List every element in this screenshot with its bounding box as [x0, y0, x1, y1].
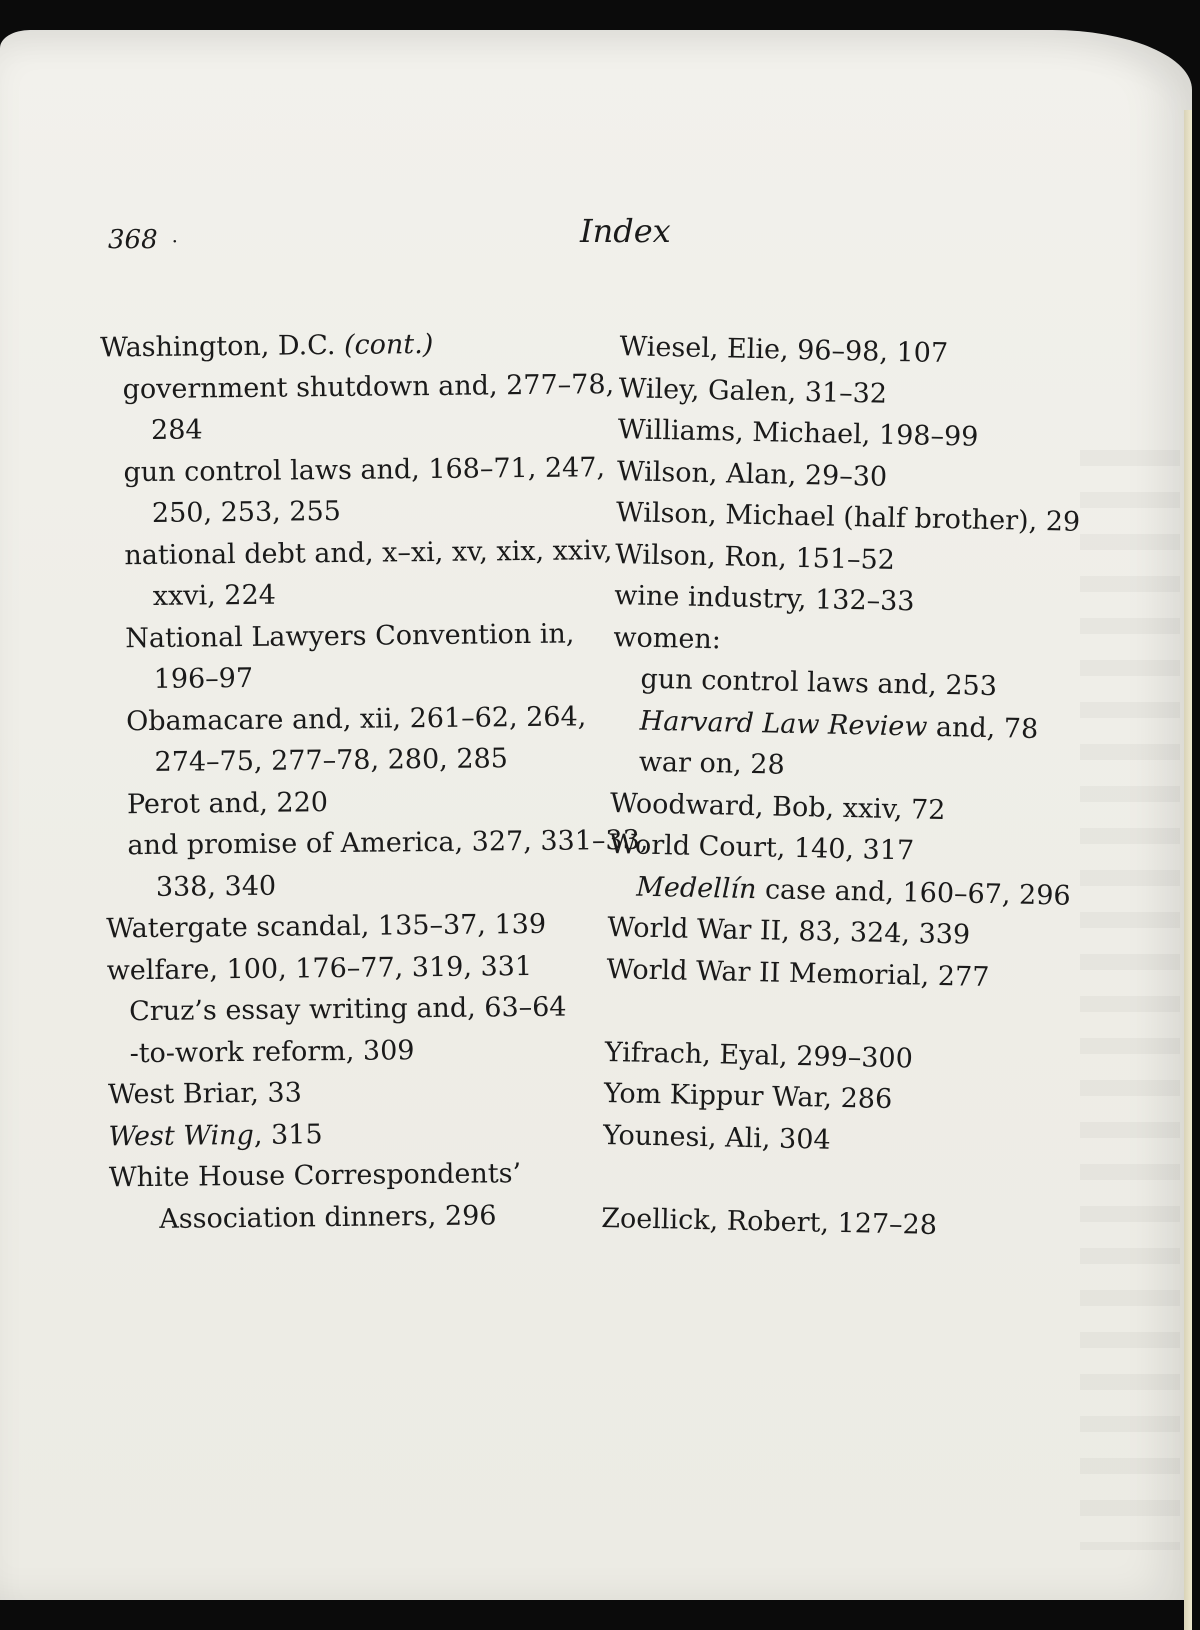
index-text: women: — [613, 621, 722, 655]
index-text: Woodward, Bob, xxiv, 72 — [609, 787, 946, 826]
index-text-italic: (cont.) — [343, 328, 434, 361]
index-column-right — [593, 326, 1084, 1249]
index-text: 196–97 — [153, 662, 254, 695]
index-text: 250, 253, 255 — [151, 495, 342, 529]
index-text: Wilson, Ron, 151–52 — [614, 538, 896, 576]
index-column-left — [50, 322, 652, 1241]
index-text: Perot and, 220 — [126, 786, 329, 820]
index-text: Yom Kippur War, 286 — [603, 1078, 893, 1116]
index-text: World Court, 140, 317 — [608, 829, 915, 867]
page-edge — [1184, 110, 1192, 1630]
index-entry — [58, 1069, 651, 1117]
index-text: Wilson, Alan, 29–30 — [616, 455, 888, 493]
index-text: Yifrach, Eyal, 299–300 — [604, 1036, 914, 1074]
index-text-italic: West Wing — [108, 1119, 255, 1152]
index-text: gun control laws and, 168–71, 247, — [123, 451, 606, 488]
index-entry — [56, 903, 649, 951]
index-text: Williams, Michael, 198–99 — [617, 414, 979, 453]
index-text: West Briar, 33 — [107, 1077, 302, 1111]
index-entry — [59, 1152, 652, 1200]
index-text: World War II, 83, 324, 339 — [607, 912, 971, 951]
index-subentry — [52, 529, 645, 577]
index-continuation-line — [56, 861, 649, 909]
index-text: Younesi, Ali, 304 — [602, 1119, 831, 1156]
index-text: 274–75, 277–78, 280, 285 — [154, 743, 509, 778]
index-text: wine industry, 132–33 — [614, 580, 915, 618]
index-entry — [57, 944, 650, 992]
index-text: welfare, 100, 176–77, 319, 331 — [106, 950, 533, 986]
index-text: national debt and, x–xi, xv, xix, xxiv, — [124, 534, 613, 571]
index-text: and promise of America, 327, 331–33, — [127, 824, 649, 862]
index-subentry — [55, 778, 648, 826]
index-text: 338, 340 — [155, 870, 277, 903]
index-text: and, 78 — [927, 711, 1039, 745]
index-text: case and, 160–67, 296 — [756, 873, 1071, 912]
index-text: gun control laws and, 253 — [640, 663, 998, 703]
index-continuation-line — [59, 1193, 652, 1241]
index-entry — [58, 1110, 651, 1158]
index-text: Association dinners, 296 — [159, 1199, 497, 1235]
index-subentry — [57, 1027, 650, 1075]
index-text: Cruz’s essay writing and, 63–64 — [129, 991, 567, 1028]
index-text: , 315 — [253, 1118, 323, 1151]
index-continuation-line — [53, 654, 646, 702]
bleed-through-text — [1080, 450, 1180, 1550]
index-text: Wiesel, Elie, 96–98, 107 — [619, 331, 949, 370]
index-subentry — [50, 363, 643, 411]
index-continuation-line — [54, 737, 647, 785]
index-text-italic: Medellín — [635, 871, 757, 905]
index-subentry — [51, 446, 644, 494]
index-subentry — [54, 695, 647, 743]
index-continuation-line — [51, 405, 644, 453]
index-text: war on, 28 — [638, 746, 786, 781]
index-text: Watergate scandal, 135–37, 139 — [106, 908, 547, 945]
index-text: Zoellick, Robert, 127–28 — [600, 1202, 938, 1241]
page-number — [108, 225, 178, 255]
index-text: National Lawyers Convention in, — [125, 618, 575, 654]
index-text: Wiley, Galen, 31–32 — [618, 372, 888, 410]
index-text: White House Correspondents’ — [108, 1158, 522, 1194]
index-text: xxvi, 224 — [152, 579, 277, 612]
index-text: World War II Memorial, 277 — [606, 953, 990, 993]
index-subentry — [53, 612, 646, 660]
index-text: Obamacare and, xii, 261–62, 264, — [125, 700, 587, 737]
index-text: government shutdown and, 277–78, — [122, 368, 615, 405]
index-text: Wilson, Michael (half brother), 29 — [615, 497, 1081, 538]
index-subentry — [55, 820, 648, 868]
header-separator: · — [171, 229, 178, 253]
index-text: Washington, D.C. — [100, 329, 345, 364]
index-continuation-line — [52, 488, 645, 536]
running-head-title: Index — [580, 212, 671, 250]
index-entry — [593, 1197, 1066, 1248]
page-number-value: 368 — [108, 225, 158, 255]
index-continuation-line — [53, 571, 646, 619]
book-page — [0, 30, 1192, 1600]
index-text: -to-work reform, 309 — [129, 1034, 415, 1069]
index-text: 284 — [150, 414, 203, 446]
index-text-italic: Harvard Law Review — [639, 705, 928, 743]
index-entry — [50, 322, 643, 370]
index-subentry — [57, 986, 650, 1034]
